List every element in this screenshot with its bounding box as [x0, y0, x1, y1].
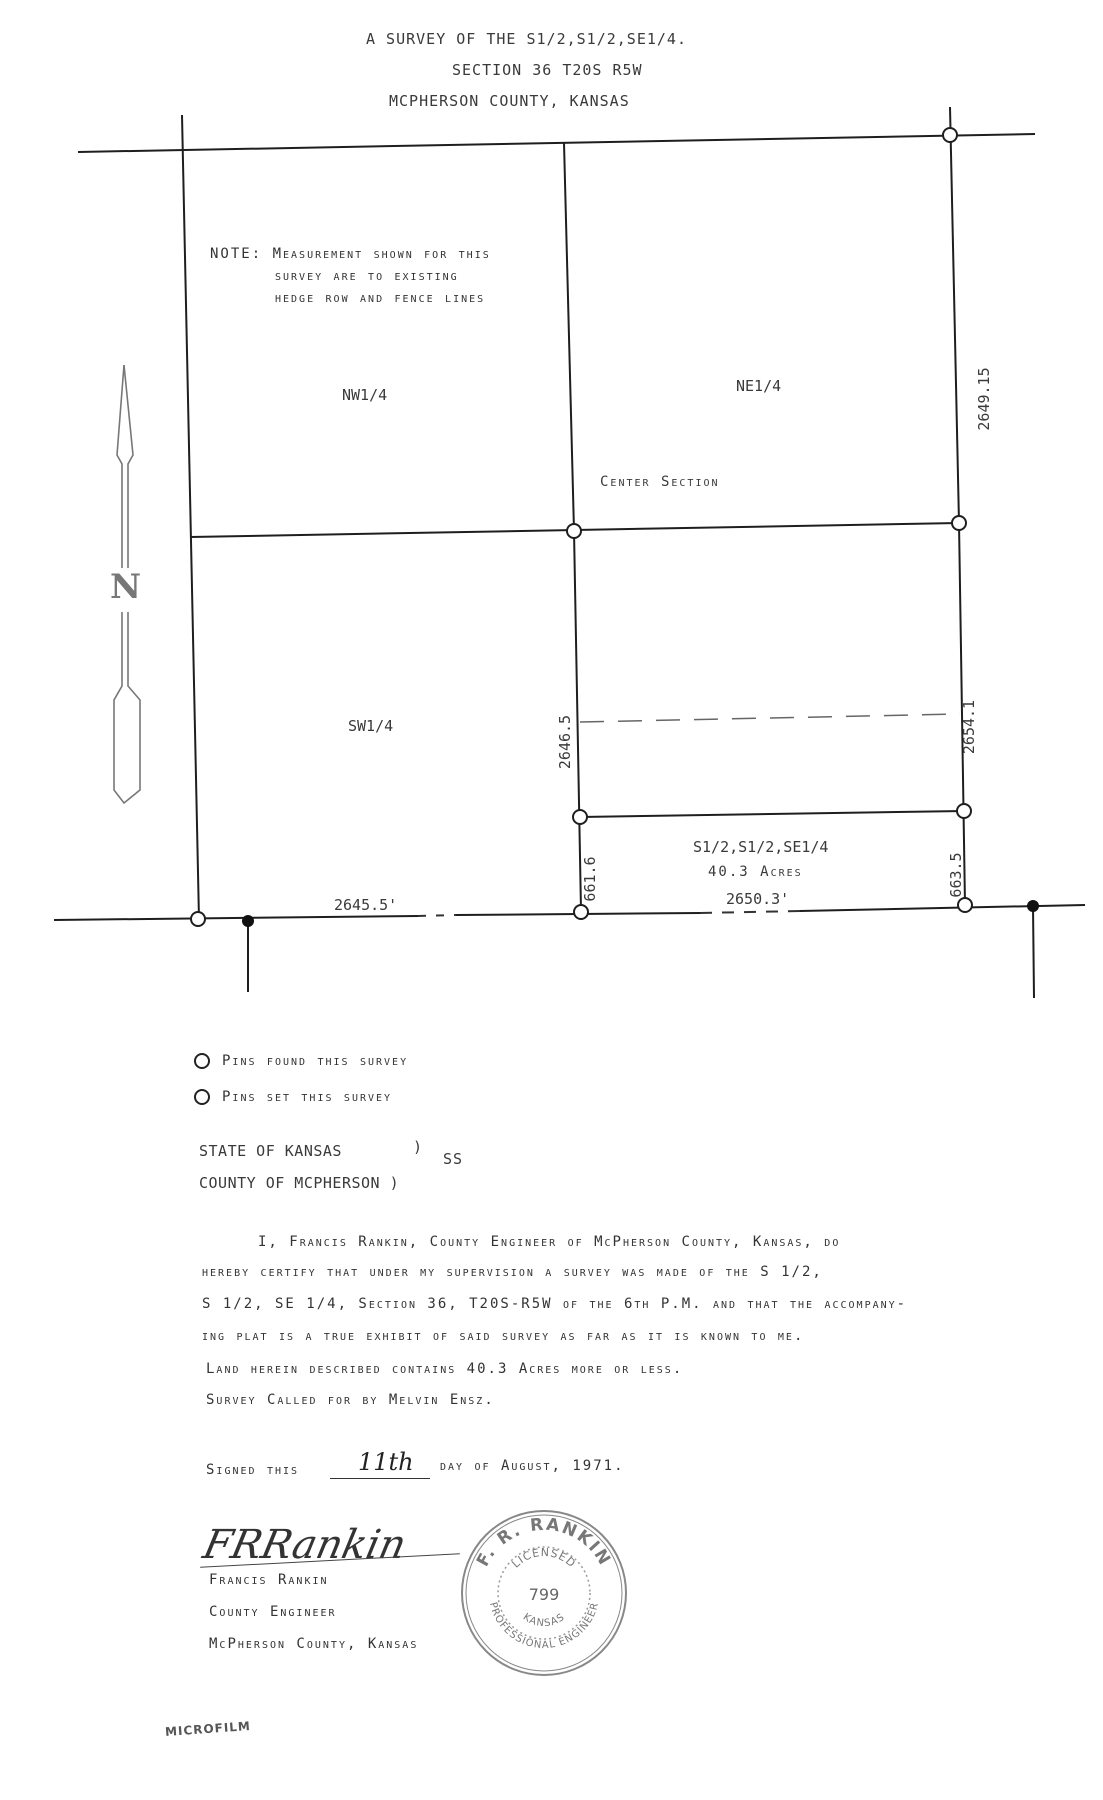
seal-licensed: LICENSED: [509, 1545, 579, 1571]
dim-center-south-quarter: 2646.5: [556, 714, 574, 770]
signed-suffix: day of August, 1971.: [440, 1458, 625, 1474]
reference-pin-se: [1027, 900, 1039, 912]
pin-found-south-quarter: [574, 905, 588, 919]
seal-number: 799: [528, 1585, 560, 1604]
pin-found-east-quarter: [952, 516, 966, 530]
note-line-2: survey are to existing: [275, 268, 459, 284]
dim-east-north-quarter: 2649.15: [975, 367, 993, 431]
signed-day-underline: [330, 1478, 430, 1479]
center-ns-line: [564, 143, 574, 531]
nw-quarter-label: NW1/4: [342, 386, 388, 404]
east-section-line: [950, 107, 959, 523]
legend-set: [194, 1089, 392, 1105]
north-section-line: [78, 134, 1035, 152]
dim-parcel-west: 661.6: [581, 856, 599, 902]
venue-state-paren: ): [413, 1138, 424, 1156]
note-line-1: NOTE: Measurement shown for this: [210, 246, 491, 262]
dashed-south-gap: [418, 915, 456, 916]
svg-text:F. R. RANKIN: [473, 1515, 615, 1570]
svg-text:KANSAS: [521, 1612, 567, 1630]
reference-pin-sw: [242, 915, 254, 927]
venue-ss: SS: [443, 1150, 464, 1168]
south-section-line-a: [54, 916, 418, 920]
certification-line-2: hereby certify that under my supervision a survey was made of the S 1/2,: [202, 1264, 823, 1280]
legend-found-label: Pins found this survey: [222, 1053, 409, 1069]
note-line-3: hedge row and fence lines: [275, 290, 486, 306]
engineer-name: Francis Rankin: [209, 1572, 329, 1588]
engineer-signature: FRRankin: [199, 1522, 411, 1568]
dim-south-east-half: 2650.3': [726, 890, 790, 908]
pin-set-parcel-ne: [957, 804, 971, 818]
venue-county: COUNTY OF MCPHERSON ): [199, 1174, 400, 1192]
set-pin-icon: [194, 1089, 210, 1105]
dashed-south-gap-2: [700, 911, 800, 913]
venue-state: STATE OF KANSAS: [199, 1142, 342, 1160]
microfilm-stamp: MICROFILM: [164, 1719, 252, 1739]
certification-line-1: I, Francis Rankin, County Engineer of McPherson County, Kansas, do: [258, 1234, 841, 1250]
dashed-fence-line: [580, 714, 960, 722]
engineer-seal: [459, 1508, 629, 1678]
se-offset-line: [1033, 906, 1034, 998]
pin-found-center-section: [567, 524, 581, 538]
certification-line-6: Survey Called for by Melvin Ensz.: [206, 1392, 495, 1408]
engineer-county: McPherson County, Kansas: [209, 1636, 419, 1652]
pin-found-sw-corner: [191, 912, 205, 926]
parcel-description-label: S1/2,S1/2,SE1/4: [693, 838, 829, 856]
south-section-line-c: [800, 905, 1085, 911]
parcel-north-line: [580, 811, 964, 817]
open-pin-icon: [194, 1053, 210, 1069]
legend-set-label: Pins set this survey: [222, 1089, 393, 1105]
section-township-range: SECTION 36 T20S R5W: [452, 61, 643, 79]
survey-title: A SURVEY OF THE S1/2,S1/2,SE1/4.: [366, 30, 687, 48]
seal-state: KANSAS: [520, 1611, 568, 1630]
center-section-label: Center Section: [600, 474, 720, 490]
pin-found-ne-corner: [943, 128, 957, 142]
signed-day: 11th: [358, 1448, 414, 1476]
certification-line-5: Land herein described contains 40.3 Acres more or less.: [206, 1361, 684, 1377]
west-section-line: [182, 115, 199, 920]
seal-name: F. R. RANKIN: [472, 1514, 615, 1571]
dim-parcel-east: 663.5: [947, 852, 965, 898]
legend-found: [194, 1053, 408, 1069]
pin-set-parcel-nw: [573, 810, 587, 824]
ne-quarter-label: NE1/4: [736, 377, 782, 395]
county-state: MCPHERSON COUNTY, KANSAS: [389, 92, 630, 110]
sw-quarter-label: SW1/4: [348, 717, 394, 735]
certification-line-3: S 1/2, SE 1/4, Section 36, T20S-R5W of the 6th P.M. and that the accompany-: [202, 1296, 908, 1312]
dim-south-west-half: 2645.5': [334, 896, 398, 914]
dim-east-south-quarter: 2654.1: [960, 699, 978, 755]
svg-text:LICENSED: [509, 1546, 578, 1571]
engineer-title: County Engineer: [209, 1604, 337, 1620]
parcel-acres-label: 40.3 Acres: [708, 864, 803, 880]
seal-profession: PROFESSIONAL ENGINEER: [486, 1601, 602, 1652]
center-ns-line-south: [574, 531, 581, 911]
certification-line-4: ing plat is a true exhibit of said survey as far as it is known to me.: [202, 1328, 805, 1344]
north-letter: N: [110, 567, 142, 607]
signed-prefix: Signed this: [206, 1462, 300, 1478]
